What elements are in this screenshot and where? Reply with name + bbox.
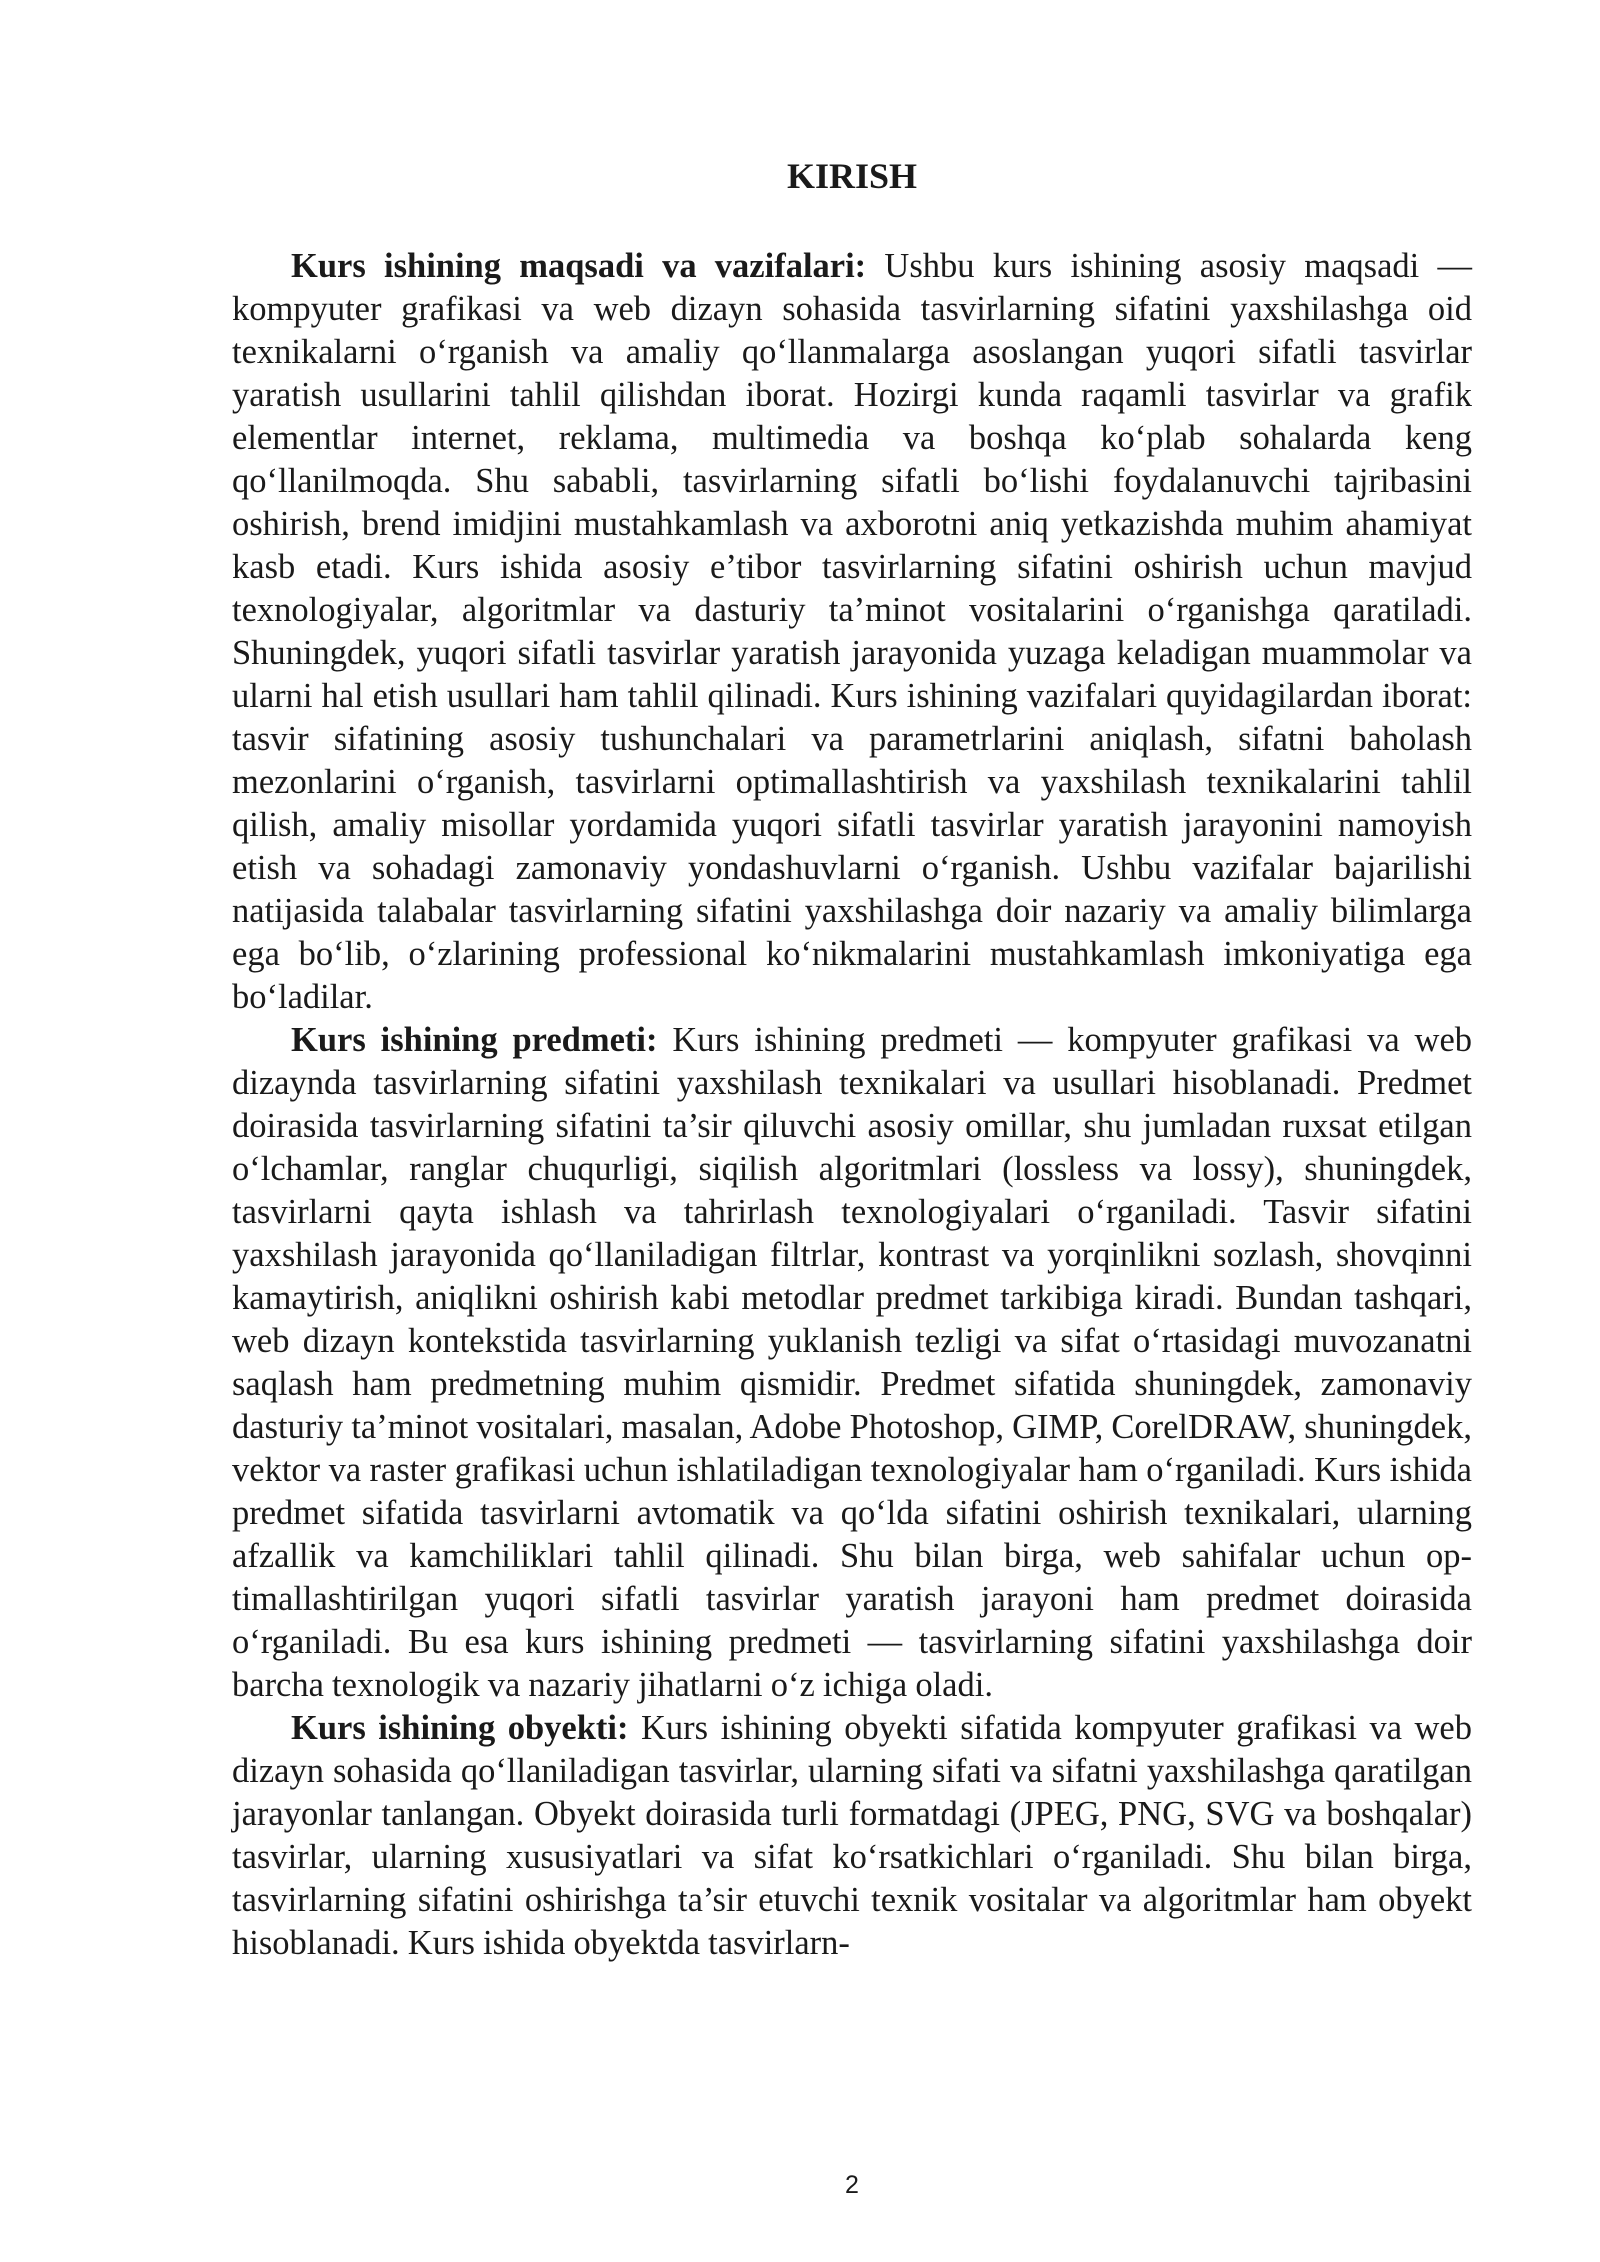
- paragraph-text: Ushbu kurs ishining asosiy maqsadi — kompyuter grafikasi va web dizayn sohasida tasvirlarning sifatini yaxshilashga oid texnikalarni o‘rganish va amaliy qo‘llanmalarga asoslangan yuqori sifatli tasvirlar yaratish usullarini tahlil qilishdan iborat. Hozirgi kunda raqamli tasvirlar va grafik elementlar internet, reklama, multimedia va boshqa ko‘plab sohalarda keng qo‘llanilmoqda. Shu sababli, tasvirlarning sifatli bo‘lishi foydalanuvchi tajribasini oshirish, brend imidjini mustahkamlash va axborotni aniq yetkazishda muhim ahamiyat kasb etadi. Kurs ishida asosiy e’tibor tasvirlarning sifatini oshirish uchun mavjud texnologiyalar, algoritmlar va dasturiy ta’minot vositalarini o‘rganishga qaratiladi. Shuningdek, yuqori sifatli tasvirlar yaratish jarayonida yuzaga keladigan muammolar va ularni hal etish usullari ham tahlil qilinadi. Kurs ishining vazifalari quyidagilardan iborat: tasvir sifatining asosiy tushunchalari va parametrlarini aniqlash, sifatni baholash mezonlarini o‘rganish, tasvirlarni optimallashtirish va yaxshilash texnikalarini tahlil qilish, amaliy misollar yordamida yuqori sifatli tasvirlar yaratish jarayonini namoyish etish va sohadagi zamonaviy yondashuvlarni o‘rganish. Ushbu vazifalar bajarilishi natijasida talabalar tasvirlarning sifatini yaxshilashga doir nazariy va amaliy bilimlarga ega bo‘lib, o‘zlarining professional ko‘nikmalarini mustahkamlash imkoniyatiga ega bo‘ladilar.: [232, 247, 1472, 1016]
- page-number: 2: [845, 2171, 859, 2199]
- page-title: KIRISH: [786, 156, 918, 196]
- document-body: [232, 245, 1472, 1965]
- paragraph-subject: [232, 1019, 1472, 1707]
- paragraph-lead: Kurs ishining obyekti:: [291, 1709, 629, 1747]
- paragraph-text: Kurs ishining predmeti — kompyuter grafikasi va web dizaynda tasvirlarning sifatini yaxshilash texnikalari va usullari hisoblanadi. Predmet doirasida tasvirlarning sifatini ta’sir qiluvchi asosiy omillar, shu jumladan ruxsat etilgan o‘lchamlar, ranglar chuqurligi, siqilish algoritmlari (lossless va lossy), shuningdek, tasvirlarni qayta ishlash va tahrirlash texnologiyalari o‘rganiladi. Tasvir sifatini yaxshilash jarayonida qo‘llaniladigan filtrlar, kontrast va yorqinlikni sozlash, shovqinni kamaytirish, aniqlikni oshirish kabi metodlar predmet tarkibiga kiradi. Bundan tashqari, web dizayn kontekstida tasvirlarning yuklanish tezligi va sifat o‘rtasidagi muvozanatni saqlash ham predmetning muhim qismidir. Predmet sifatida shuningdek, zamonaviy dasturiy ta’minot vositalari, masalan, Adobe Photoshop, GIMP, CorelDRAW, shuningdek, vektor va raster grafikasi uchun ishlatiladigan texnologiyalar ham o‘rganiladi. Kurs ishida predmet sifatida tasvirlarni avtomatik va qo‘lda sifatini oshirish texnikalari, ularning afzallik va kamchiliklari tahlil qilinadi. Shu bilan birga, web sahifalar uchun optimallashtirilgan yuqori sifatli tasvirlar yaratish jarayoni ham predmet doirasida o‘rganiladi. Bu esa kurs ishining predmeti — tasvirlarning sifatini yaxshilashga doir barcha texnologik va nazariy jihatlarni o‘z ichiga oladi.: [232, 1021, 1473, 1704]
- paragraph-lead: Kurs ishining maqsadi va vazifalari:: [291, 247, 867, 285]
- paragraph-object: [232, 1707, 1472, 1965]
- document-page: [232, 0, 1472, 2262]
- paragraph-goals: [232, 245, 1472, 1019]
- paragraph-lead: Kurs ishining predmeti:: [291, 1021, 658, 1059]
- paragraph-text: Kurs ishining obyekti sifatida kompyuter grafikasi va web dizayn sohasida qo‘llaniladigan tasvirlar, ularning sifati va sifatni yaxshilashga qaratilgan jarayonlar tanlangan. Obyekt doirasida turli formatdagi (JPEG, PNG, SVG va boshqalar) tasvirlar, ularning xususiyatlari va sifat ko‘rsatkichlari o‘rganiladi. Shu bilan birga, tasvirlarning sifatini oshirishga ta’sir etuvchi texnik vositalar va algoritmlar ham obyekt hisoblanadi. Kurs ishida obyektda tasvirlarn-: [232, 1709, 1472, 1962]
